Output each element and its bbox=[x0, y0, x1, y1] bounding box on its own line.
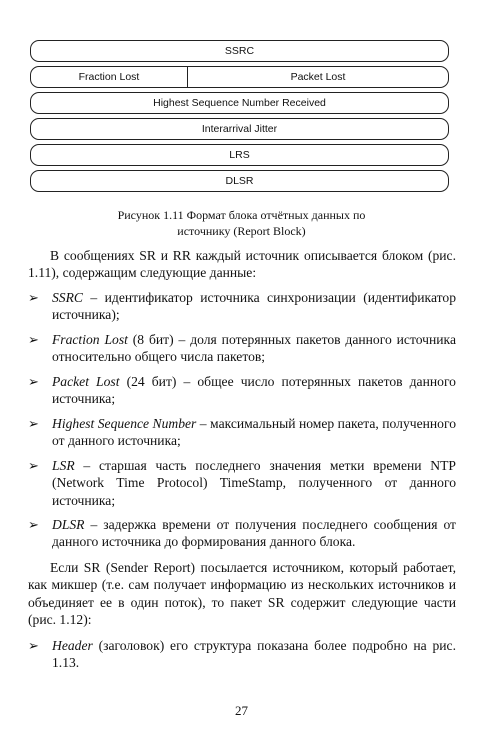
caption-line-1: Рисунок 1.11 Формат блока отчётных данных по bbox=[117, 208, 366, 222]
arrow-bullet-icon: ➢ bbox=[28, 332, 39, 347]
bullet-fraction-lost bbox=[28, 331, 456, 366]
bullet-term: SSRC bbox=[52, 290, 83, 305]
packet-lost-label: Packet Lost bbox=[290, 71, 346, 83]
arrow-bullet-icon: ➢ bbox=[28, 638, 39, 653]
bullet-dlsr bbox=[28, 516, 456, 551]
arrow-bullet-icon: ➢ bbox=[28, 374, 39, 389]
figure-caption bbox=[0, 207, 483, 239]
fraction-lost-field bbox=[31, 67, 188, 87]
highest-seq-label: Highest Sequence Number Received bbox=[153, 97, 326, 109]
fraction-lost-label: Fraction Lost bbox=[78, 71, 140, 83]
report-block-diagram bbox=[30, 40, 449, 196]
bullet-content bbox=[52, 415, 456, 450]
dlsr-field bbox=[30, 170, 449, 192]
ssrc-label: SSRC bbox=[224, 45, 255, 57]
arrow-bullet-icon: ➢ bbox=[28, 416, 39, 431]
bullet-content bbox=[52, 373, 456, 408]
arrow-bullet-icon: ➢ bbox=[28, 517, 39, 532]
highest-seq-field bbox=[30, 92, 449, 114]
bullet-term: Header bbox=[52, 638, 93, 653]
bullet-term: Highest Sequence Number bbox=[52, 416, 197, 431]
bullet-text: – максимальный номер пакета, полученного от данного источника; bbox=[52, 416, 456, 449]
bullet-content bbox=[52, 331, 456, 366]
lrs-label: LRS bbox=[229, 149, 250, 161]
bullet-text: (24 бит) – общее число потерянных пакетов данного источника; bbox=[52, 374, 456, 407]
loss-row bbox=[30, 66, 449, 88]
arrow-bullet-icon: ➢ bbox=[28, 458, 39, 473]
bullet-lsr bbox=[28, 457, 456, 509]
bullet-highest-seq bbox=[28, 415, 456, 450]
dlsr-label: DLSR bbox=[225, 175, 254, 187]
bullet-content bbox=[52, 457, 456, 509]
bullet-term: DLSR bbox=[52, 517, 85, 532]
bullet-text: – старшая часть последнего значения метки времени NTP (Network Time Protocol) TimeStamp, полученного от данного источника; bbox=[52, 458, 456, 508]
ssrc-field bbox=[30, 40, 449, 62]
jitter-label: Interarrival Jitter bbox=[201, 123, 278, 135]
bullet-text: (8 бит) – доля потерянных пакетов данного источника относительно общего числа пакетов; bbox=[52, 332, 456, 365]
page-number: 27 bbox=[235, 703, 248, 718]
bullet-text: – идентификатор источника синхронизации (идентификатор источника); bbox=[52, 290, 456, 323]
packet-lost-field bbox=[188, 67, 448, 87]
bullet-header bbox=[28, 637, 456, 672]
bullet-content bbox=[52, 289, 456, 324]
bullet-text: (заголовок) его структура показана более подробно на рис. 1.13. bbox=[52, 638, 456, 671]
bullet-content bbox=[52, 516, 456, 551]
bullet-term: Packet Lost bbox=[52, 374, 120, 389]
bullet-ssrc bbox=[28, 289, 456, 324]
bullet-term: Fraction Lost bbox=[52, 332, 128, 347]
sr-paragraph: Если SR (Sender Report) посылается источником, который работает, как микшер (т.е. сам получает информацию из нескольких источников и объединяет ее в один поток), то пакет SR содержит следующие части (рис. 1.12): bbox=[28, 560, 456, 627]
arrow-bullet-icon: ➢ bbox=[28, 290, 39, 305]
lrs-field bbox=[30, 144, 449, 166]
bullet-term: LSR bbox=[52, 458, 75, 473]
jitter-field bbox=[30, 118, 449, 140]
bullet-text: – задержка времени от получения последнего сообщения от данного источника до формирования данного блока. bbox=[52, 517, 456, 550]
intro-paragraph: В сообщениях SR и RR каждый источник описывается блоком (рис. 1.11), содержащим следующие данные: bbox=[28, 248, 456, 281]
bullet-packet-lost bbox=[28, 373, 456, 408]
caption-line-2: источнику (Report Block) bbox=[177, 224, 306, 238]
bullet-content bbox=[52, 637, 456, 672]
